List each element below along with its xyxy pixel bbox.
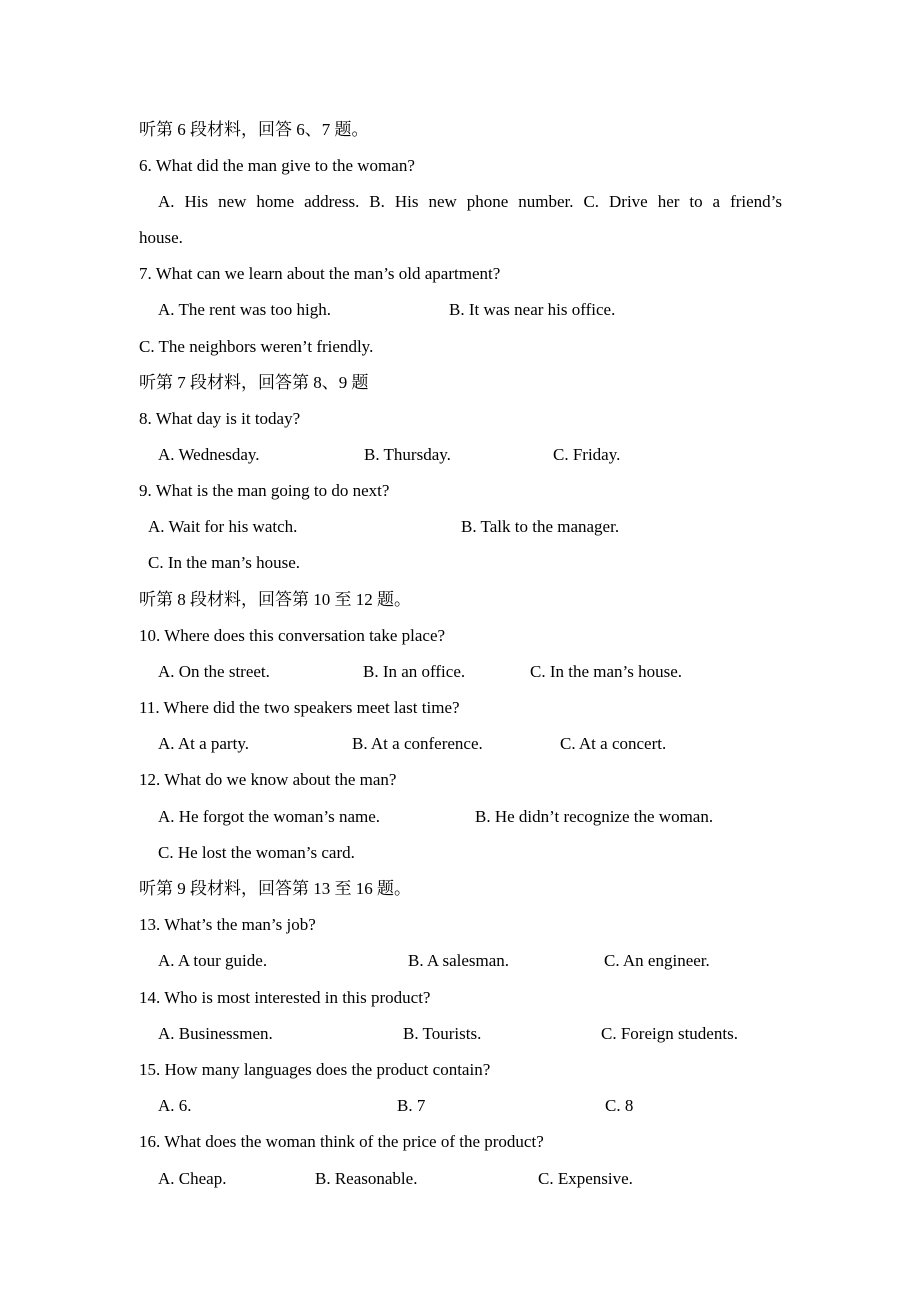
question-14-option-b: B. Tourists. (403, 1024, 482, 1043)
section-heading-7: 听第 7 段材料，回答第 8、9 题 (139, 373, 369, 392)
question-10-option-c: C. In the man’s house. (530, 662, 683, 681)
question-14-option-a: A. Businessmen. (158, 1024, 273, 1043)
question-10-option-b: B. In an office. (363, 662, 466, 681)
question-10-option-a: A. On the street. (158, 662, 270, 681)
question-7-option-a: A. The rent was too high. (158, 300, 331, 319)
question-7-option-c: C. The neighbors weren’t friendly. (139, 337, 374, 356)
question-12-option-b: B. He didn’t recognize the woman. (475, 807, 714, 826)
question-6-options: A. His new home address. B. His new phone number. C. Drive her to a friend’s (158, 192, 782, 211)
question-13-option-a: A. A tour guide. (158, 951, 268, 970)
question-11-option-c: C. At a concert. (560, 734, 667, 753)
question-15-stem: 15. How many languages does the product contain? (139, 1060, 491, 1079)
question-16-stem: 16. What does the woman think of the price of the product? (139, 1132, 544, 1151)
question-9-option-b: B. Talk to the manager. (461, 517, 620, 536)
question-13-stem: 13. What’s the man’s job? (139, 915, 316, 934)
question-14-option-c: C. Foreign students. (601, 1024, 738, 1043)
question-7-option-b: B. It was near his office. (449, 300, 616, 319)
section-heading-8: 听第 8 段材料，回答第 10 至 12 题。 (139, 590, 411, 609)
question-16-option-b: B. Reasonable. (315, 1169, 418, 1188)
question-15-option-c: C. 8 (605, 1096, 634, 1115)
question-8-option-a: A. Wednesday. (158, 445, 260, 464)
question-12-stem: 12. What do we know about the man? (139, 770, 397, 789)
section-heading-6: 听第 6 段材料，回答 6、7 题。 (139, 120, 369, 139)
question-11-stem: 11. Where did the two speakers meet last time? (139, 698, 460, 717)
question-10-stem: 10. Where does this conversation take place? (139, 626, 446, 645)
question-16-option-c: C. Expensive. (538, 1169, 633, 1188)
question-6-options-wrap: house. (139, 228, 183, 247)
question-8-option-b: B. Thursday. (364, 445, 451, 464)
question-14-stem: 14. Who is most interested in this product? (139, 988, 431, 1007)
question-13-option-b: B. A salesman. (408, 951, 510, 970)
question-11-option-a: A. At a party. (158, 734, 249, 753)
question-12-option-a: A. He forgot the woman’s name. (158, 807, 381, 826)
question-8-stem: 8. What day is it today? (139, 409, 301, 428)
question-15-option-b: B. 7 (397, 1096, 426, 1115)
question-13-option-c: C. An engineer. (604, 951, 710, 970)
question-15-option-a: A. 6. (158, 1096, 192, 1115)
question-9-option-c: C. In the man’s house. (148, 553, 301, 572)
question-9-stem: 9. What is the man going to do next? (139, 481, 390, 500)
section-heading-9: 听第 9 段材料，回答第 13 至 16 题。 (139, 879, 411, 898)
question-7-stem: 7. What can we learn about the man’s old apartment? (139, 264, 501, 283)
question-12-option-c: C. He lost the woman’s card. (158, 843, 355, 862)
question-6-stem: 6. What did the man give to the woman? (139, 156, 415, 175)
question-9-option-a: A. Wait for his watch. (148, 517, 298, 536)
question-16-option-a: A. Cheap. (158, 1169, 227, 1188)
question-8-option-c: C. Friday. (553, 445, 621, 464)
question-11-option-b: B. At a conference. (352, 734, 483, 753)
